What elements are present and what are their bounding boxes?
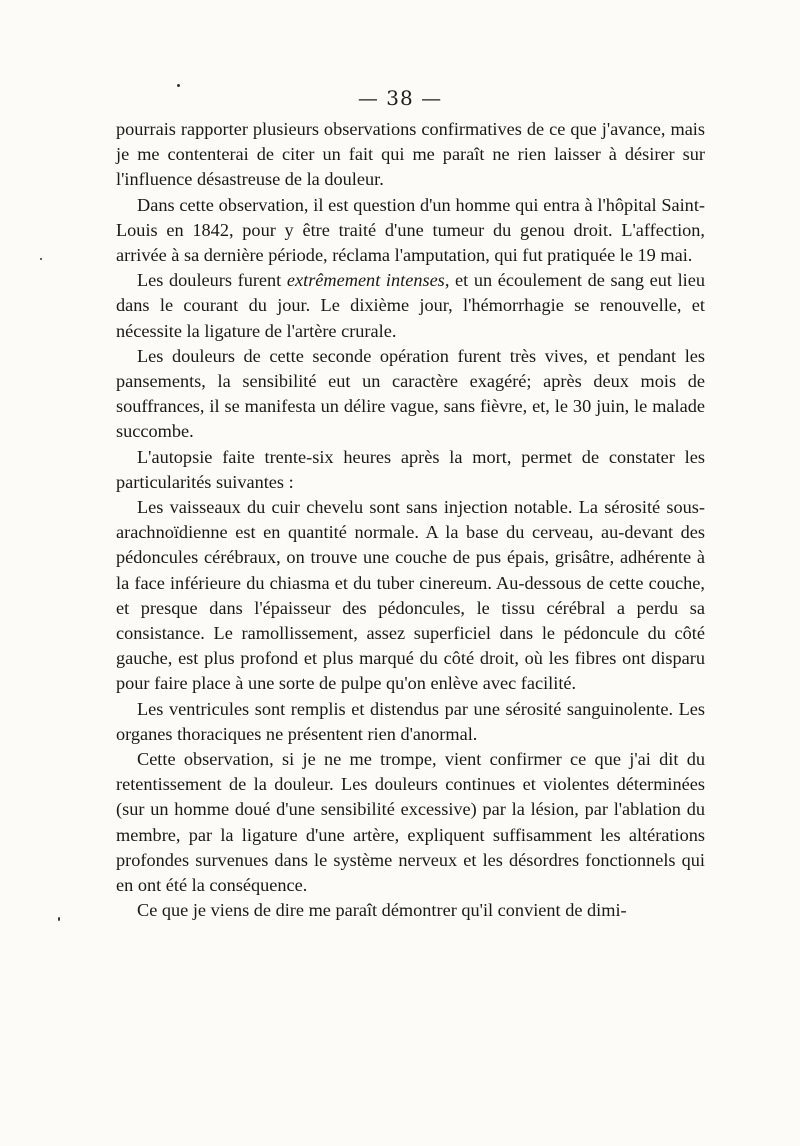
paragraph-1: pourrais rapporter plusieurs observations confirmatives de ce que j'avance, mais je me contenterai de citer un fait qui me paraît ne rien laisser à désirer sur l'influence désastreuse de la douleur. <box>116 119 705 190</box>
paragraph-9: Ce que je viens de dire me paraît démontrer qu'il convient de dimi- <box>137 900 627 921</box>
paragraph-7: Les ventricules sont remplis et distendus par une sérosité sanguinolente. Les organes thoraciques ne présentent rien d'anormal. <box>116 698 705 744</box>
paragraph-3-end: , et un écoulement de sang eut lieu dans le courant du jour. Le dixième jour, l'hémorrhagie se renouvelle, et nécessite la ligature de l'artère crurale. <box>116 270 706 341</box>
ink-speck <box>58 917 60 921</box>
paragraph-3 <box>116 268 705 344</box>
paragraph-6: Les vaisseaux du cuir chevelu sont sans injection notable. La sérosité sous-arachnoïdienne est en quantité normale. A la base du cerveau, au-devant des pédoncules cérébraux, on trouve une couche de pus épais, grisâtre, adhérente à la face inférieure du chiasma et du tuber cinereum. Au-dessous de cette couche, et presque dans l'épaisseur des pédoncules, le tissu cérébral a perdu sa consistance. Le ramollissement, assez superficiel dans le pédoncule du côté gauche, est plus profond et plus marqué du côté droit, où les fibres ont disparu pour faire place à une sorte de pulpe qu'on enlève avec facilité. <box>116 497 705 694</box>
emphasis-text: extrêmement intenses <box>286 270 445 291</box>
page-number: — 38 — <box>357 86 443 110</box>
paragraph-5: L'autopsie faite trente-six heures après la mort, permet de constater les particularités suivantes : <box>116 446 705 492</box>
paragraph-2: Dans cette observation, il est question d'un homme qui entra à l'hôpital Saint-Louis en 1842, pour y être traité d'une tumeur du genou droit. L'affection, arrivée à sa dernière période, réclama l'amputation, qui fut pratiquée le 19 mai. <box>116 194 705 266</box>
body-text <box>116 117 705 924</box>
paragraph-4: Les douleurs de cette seconde opération furent très vives, et pendant les pansements, la sensibilité eut un caractère exagéré; après deux mois de souffrances, il se manifesta un délire vague, sans fièvre, et, le 30 juin, le malade succombe. <box>116 345 705 442</box>
paragraph-3-start: Les douleurs furent <box>137 270 287 291</box>
ink-speck <box>40 258 42 260</box>
paragraph-8: Cette observation, si je ne me trompe, vient confirmer ce que j'ai dit du retentissement de la douleur. Les douleurs continues et violentes déterminées (sur un homme doué d'une sensibilité excessive) par la lésion, par l'ablation du membre, par la ligature d'une artère, expliquent suffisamment les altérations profondes survenues dans le système nerveux et les désordres fonctionnels qui en ont été la conséquence. <box>116 749 705 896</box>
